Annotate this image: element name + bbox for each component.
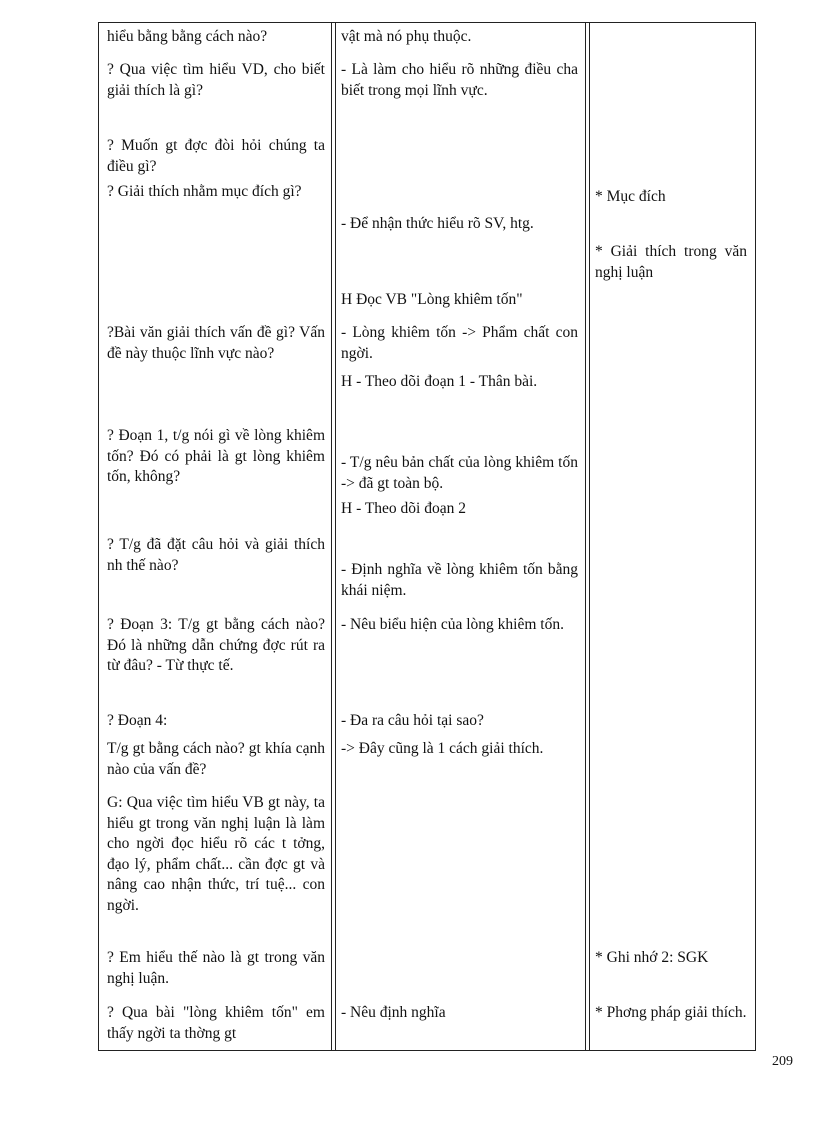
answer-follow1: H - Theo dõi đoạn 1 - Thân bài. <box>341 373 538 390</box>
question-para1: ? Đoạn 1, t/g nói gì về lòng khiêm tốn? Đó có phải là gt lòng khiêm tốn, không? <box>107 427 325 485</box>
page-number: 209 <box>772 1054 793 1069</box>
answer-read: H Đọc VB "Lòng khiêm tốn" <box>341 291 523 308</box>
note-explain: * Giải thích trong văn nghị luận <box>595 243 747 281</box>
answer-follow2: H - Theo dõi đoạn 2 <box>341 500 466 517</box>
question-para3: ? Đoạn 3: T/g gt bằng cách nào? Đó là những dẫn chứng đợc rút ra từ đâu? - Từ thực tế. <box>107 616 325 674</box>
answer-purpose: - Để nhận thức hiểu rõ SV, htg. <box>341 215 534 232</box>
answer-way: -> Đây cũng là 1 cách giải thích. <box>341 740 544 757</box>
column-divider-1 <box>331 23 336 1050</box>
question-lesson: ? Qua bài "lòng khiêm tốn" em thấy ngời ta thờng gt <box>107 1004 325 1042</box>
answer-why: - Đa ra câu hỏi tại sao? <box>341 712 484 729</box>
question-topic: ?Bài văn giải thích vấn đề gì? Vấn đề này thuộc lĩnh vực nào? <box>107 324 325 362</box>
note-method: * Phơng pháp giải thích. <box>595 1004 747 1021</box>
question-vd: ? Qua việc tìm hiểu VD, cho biết giải thích là gì? <box>107 61 325 99</box>
note-purpose: * Mục đích <box>595 188 666 205</box>
column-divider-2 <box>585 23 590 1050</box>
question-ask: ? T/g đã đặt câu hỏi và giải thích nh thế nào? <box>107 536 325 574</box>
question-para4-detail: T/g gt bằng cách nào? gt khía cạnh nào của vấn đề? <box>107 740 325 778</box>
answer-show: - Nêu biểu hiện của lòng khiêm tốn. <box>341 616 564 633</box>
answer-depend: vật mà nó phụ thuộc. <box>341 28 472 45</box>
question-understand: ? Em hiểu thế nào là gt trong văn nghị luận. <box>107 949 325 987</box>
teacher-summary: G: Qua việc tìm hiểu VB gt này, ta hiểu gt trong văn nghị luận là làm cho ngời đọc hiểu rõ các t tởng, đạo lý, phẩm chất... cần đợc gt và nâng cao nhận thức, trí tuệ... con ngời. <box>107 794 325 914</box>
question-purpose: ? Giải thích nhằm mục đích gì? <box>107 183 302 200</box>
answer-quality: - Lòng khiêm tốn -> Phẩm chất con ngời. <box>341 324 578 362</box>
answer-explain: - Là làm cho hiểu rõ những điều cha biết trong mọi lĩnh vực. <box>341 61 578 99</box>
note-summary: * Ghi nhớ 2: SGK <box>595 949 709 966</box>
answer-definition: - Nêu định nghĩa <box>341 1004 446 1021</box>
question-para4: ? Đoạn 4: <box>107 712 168 729</box>
question-demand: ? Muốn gt đợc đòi hỏi chúng ta điều gì? <box>107 137 325 175</box>
answer-define: - Định nghĩa về lòng khiêm tốn bằng khái niệm. <box>341 561 578 599</box>
question-how: hiểu bằng bằng cách nào? <box>107 28 268 45</box>
answer-nature: - T/g nêu bản chất của lòng khiêm tốn -> đã gt toàn bộ. <box>341 454 578 492</box>
